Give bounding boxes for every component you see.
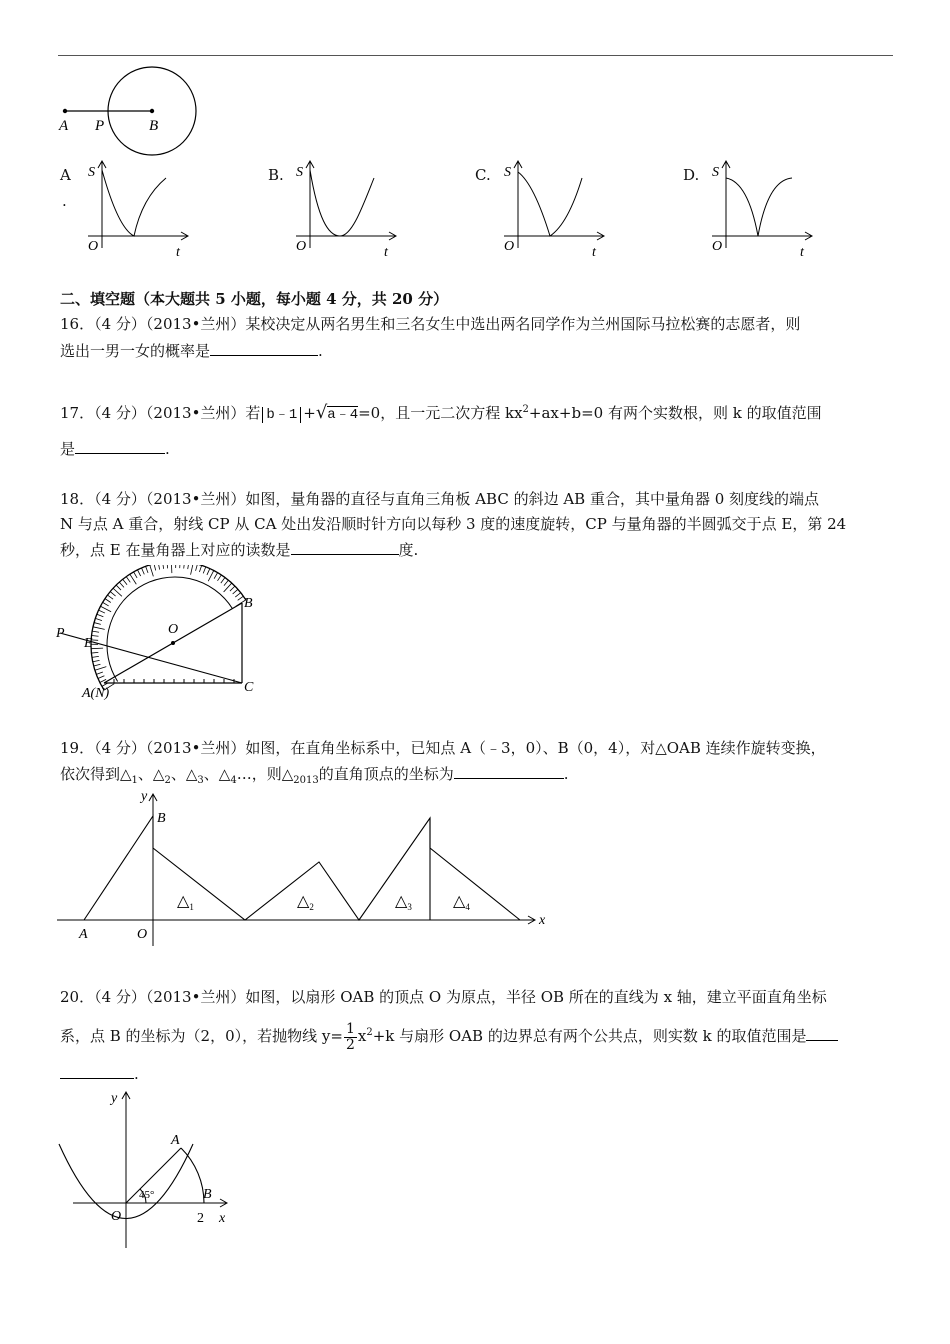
svg-text:A(N): A(N) (82, 686, 110, 700)
q15-option-a-letter: A (60, 166, 71, 184)
q15-graph-c (496, 158, 611, 263)
q18-line1: 18．（4 分）（2013•兰州）如图，量角器的直径与直角三角板 ABC 的斜边 AB 重合，其中量角器 0 刻度线的端点 (60, 490, 820, 508)
q18-protractor-tick (177, 565, 184, 568)
q18-protractor-tick (92, 654, 99, 660)
svg-text:A: A (171, 1133, 180, 1148)
q18-protractor-tick (116, 584, 121, 591)
q18-protractor-tick (229, 586, 236, 591)
q15-graph-d (704, 158, 819, 263)
svg-text:2: 2 (197, 1211, 204, 1226)
q18-protractor-tick (141, 568, 146, 574)
q17-line2: 是 . (60, 435, 170, 462)
svg-text:△3: $\triangle_3$ (395, 893, 412, 912)
q19-line2: 依次得到$\triangle_1$、$\triangle_2$、$\triangle_3$、$\triangle_4\dots$，则$\triangle_{2013}$的直角顶点的坐标为 . (60, 760, 568, 794)
q15-circle-figure (55, 64, 215, 160)
svg-text:O: O (296, 239, 307, 254)
q15-graph-b (288, 158, 403, 263)
q15-curve-b (310, 170, 374, 236)
q18-protractor-tick (96, 671, 103, 676)
q15-option-a-dot: . (62, 192, 67, 210)
q18-protractor-tick (193, 565, 200, 571)
q18-answer-blank[interactable] (291, 536, 399, 555)
svg-text:O: O (168, 622, 179, 637)
q18-protractor-tick (160, 565, 166, 569)
q17-abs: b﹣1 (262, 407, 301, 423)
q18-protractor-tick (173, 565, 179, 568)
svg-text:O: O (504, 239, 515, 254)
q16-line2: 选出一男一女的概率是 . (60, 337, 323, 364)
q18-protractor-tick (92, 628, 99, 635)
q18-protractor-tick (92, 633, 99, 640)
q15-graph-a (80, 158, 195, 263)
q18-protractor-tick (144, 566, 149, 573)
q18-protractor-tick (119, 581, 124, 587)
svg-text:O: O (88, 239, 99, 254)
svg-text:O: O (111, 1209, 122, 1224)
q15-option-c-letter: C. (475, 166, 491, 184)
q15-label-p: P (95, 118, 105, 134)
q18-protractor-tick (235, 593, 241, 597)
svg-text:S: S (504, 165, 511, 180)
q15-label-a: A (59, 118, 69, 134)
svg-text:x: x (219, 1211, 226, 1226)
q18-protractor-tick (156, 565, 162, 570)
svg-text:B: B (244, 596, 253, 611)
svg-text:S: S (296, 165, 303, 180)
q18-protractor-tick (181, 565, 188, 568)
svg-text:C: C (244, 680, 254, 695)
q20-line1: 20．（4 分）（2013•兰州）如图，以扇形 OAB 的顶点 O 为原点，半径 OB 所在的直线为 x 轴，建立平面直角坐标 (60, 988, 827, 1006)
q19-answer-blank[interactable] (454, 760, 564, 779)
header-rule (58, 55, 893, 56)
q20-parabola-figure (55, 1088, 245, 1253)
q16-line1: 16．（4 分）（2013•兰州）某校决定从两名男生和三名女生中选出两名同学作为兰州国际马拉松赛的志愿者，则 (60, 315, 801, 333)
q18-protractor-tick (113, 587, 122, 598)
q15-curve-d (726, 178, 792, 236)
q15-label-b: B (149, 118, 159, 134)
svg-text:t: t (176, 245, 180, 260)
q20-arc-ab (181, 1148, 204, 1203)
svg-text:O: O (137, 927, 148, 942)
svg-text:B: B (157, 811, 166, 826)
q15-option-b-letter: B. (268, 166, 284, 184)
q20-fraction: $\frac{1}{2}$ (345, 1020, 355, 1053)
q18-protractor-figure (52, 565, 267, 700)
q18-protractor-tick (205, 570, 217, 581)
svg-text:t: t (592, 245, 596, 260)
q20-line2: 系，点 B 的坐标为（2，0），若抛物线 y= $\frac{1}{2}$ $x^2+k$ 与扇形 OAB 的边界总有两个公共点，则实数 k 的取值范围是 (60, 1020, 838, 1053)
q20-line3: . (60, 1060, 139, 1087)
q18-protractor-tick (133, 572, 137, 578)
svg-text:t: t (800, 245, 804, 260)
q18-protractor-tick (93, 658, 100, 664)
q18-protractor-tick (123, 579, 127, 585)
q18-protractor-tick (100, 603, 111, 615)
q15-curve-a (102, 170, 166, 236)
q18-inner-arc (81, 565, 232, 682)
svg-text:△4: $\triangle_4$ (453, 893, 470, 912)
q17-sqrt: a﹣4 (327, 407, 359, 423)
svg-text:y: y (141, 789, 148, 804)
q18-protractor-tick (164, 565, 170, 568)
svg-text:A: A (79, 927, 88, 942)
svg-text:x: x (539, 913, 546, 928)
q15-option-d-letter: D. (683, 166, 700, 184)
q18-protractor-tick (232, 589, 238, 594)
svg-text:45°: 45° (139, 1189, 155, 1201)
svg-text:△1: $\triangle_1$ (177, 893, 194, 912)
q18-protractor-tick (222, 583, 233, 592)
svg-text:t: t (384, 245, 388, 260)
q18-protractor-tick (126, 576, 130, 582)
svg-text:y: y (111, 1091, 118, 1106)
q15-curve-c (518, 172, 582, 236)
q17-line1: 17．（4 分）（2013•兰州）若 b﹣1 +√a﹣4=0，且一元二次方程 $kx^2+ax+b=0$ 有两个实数根，则 k 的取值范围 (60, 402, 822, 423)
q18-protractor-tick (152, 565, 157, 570)
q19-rotation-figure (55, 788, 555, 948)
svg-text:B: B (203, 1187, 212, 1202)
q20-answer-blank-a[interactable] (806, 1022, 838, 1041)
q18-protractor-tick (185, 565, 192, 569)
svg-text:O: O (712, 239, 723, 254)
svg-text:S: S (88, 165, 95, 180)
q16-answer-blank[interactable] (210, 337, 318, 356)
q18-protractor-tick (237, 596, 243, 600)
q17-answer-blank[interactable] (75, 435, 165, 454)
svg-text:E: E (84, 636, 93, 651)
q20-answer-blank-b[interactable] (60, 1060, 134, 1079)
q19-line1: 19．（4 分）（2013•兰州）如图，在直角坐标系中，已知点 A（﹣3，0）、B（0，4），对△OAB 连续作旋转变换， (60, 739, 826, 757)
svg-text:P: P (56, 626, 65, 641)
svg-text:S: S (712, 165, 719, 180)
q18-protractor-tick (98, 675, 104, 680)
q18-protractor-tick (137, 570, 141, 576)
section2-title: 二、填空题（本大题共 5 小题，每小题 4 分，共 20 分） (60, 290, 449, 308)
q18-protractor-tick (94, 662, 101, 667)
q18-outer-arc (59, 565, 246, 690)
q17-sqrt-sign: √ (315, 402, 328, 423)
q18-line3: 秒，点 E 在量角器上对应的读数是 度. (60, 536, 418, 563)
svg-text:△2: $\triangle_2$ (297, 893, 314, 912)
q18-line2: N 与点 A 重合，射线 CP 从 CA 处出发沿顺时针方向以每秒 3 度的速度旋转，CP 与量角器的半圆弧交于点 E，第 24 (60, 515, 847, 533)
